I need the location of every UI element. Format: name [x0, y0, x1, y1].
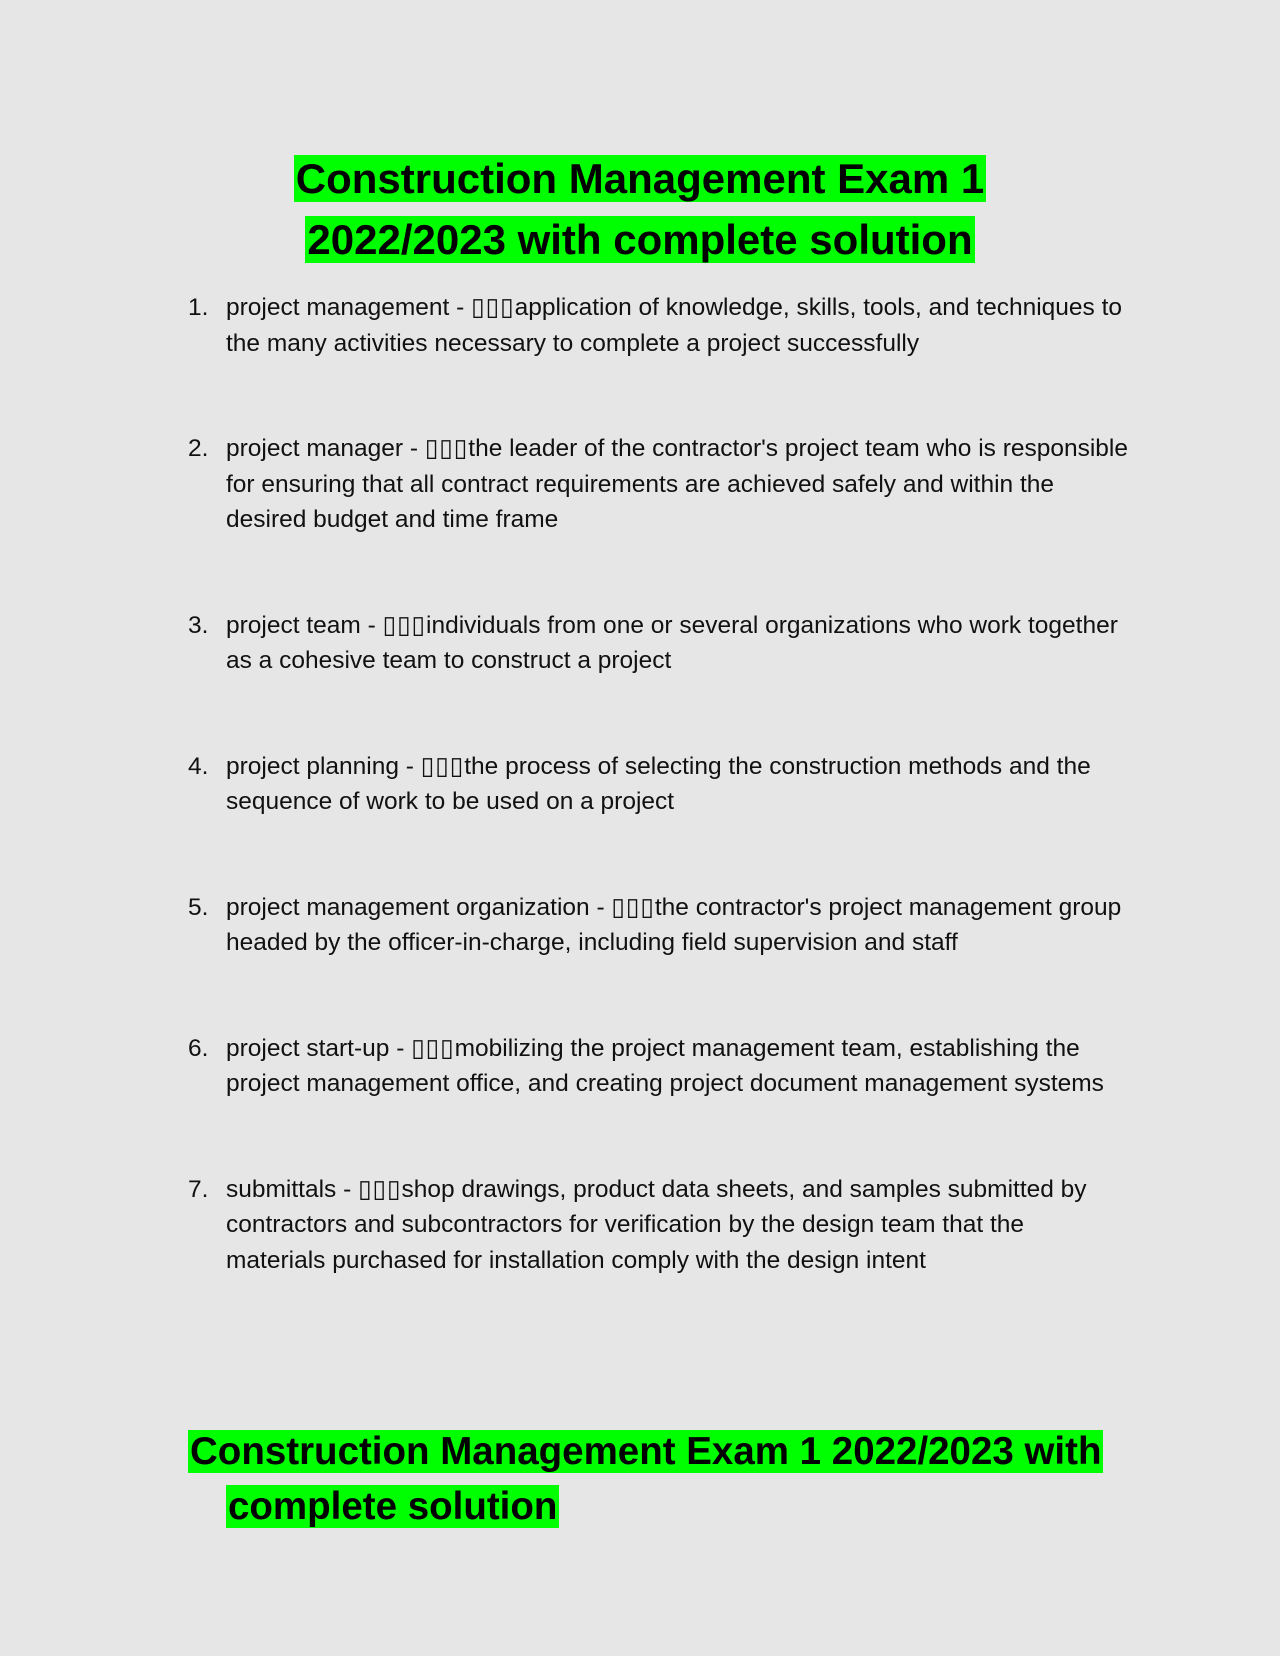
item-separator: - [389, 1034, 412, 1062]
item-term: submittals [226, 1175, 337, 1203]
footer-title [188, 1424, 1128, 1534]
item-separator: - [336, 1175, 359, 1203]
item-term: project management organization [226, 893, 590, 921]
list-item [188, 431, 1128, 538]
footer-title-line-2: complete solution [228, 1485, 558, 1528]
item-term: project planning [226, 752, 399, 780]
missing-glyph-icon: ▯▯▯ [471, 294, 515, 321]
item-definition: shop drawings, product data sheets, and samples submitted by contractors and subcontractors for verification by the design team that the materials purchased for installation comply with the design intent [226, 1175, 1087, 1274]
item-number: 3. [188, 611, 209, 639]
missing-glyph-icon: ▯▯▯ [411, 1034, 455, 1062]
list-item [188, 890, 1128, 961]
item-definition: the leader of the contractor's project team who is responsible for ensuring that all contract requirements are achieved safely and within the desired budget and time frame [226, 435, 1128, 533]
missing-glyph-icon: ▯▯▯ [611, 893, 655, 921]
item-definition: the contractor's project management group headed by the officer-in-charge, including field supervision and staff [226, 893, 1122, 956]
item-separator: - [403, 435, 425, 462]
missing-glyph-icon: ▯▯▯ [424, 435, 469, 462]
list-item [188, 749, 1128, 820]
item-definition: mobilizing the project management team, establishing the project management office, and creating project document management systems [226, 1034, 1104, 1097]
item-separator: - [360, 611, 383, 639]
item-number: 7. [188, 1175, 209, 1203]
item-term: project team [226, 611, 361, 639]
footer-title-line-1: Construction Management Exam 1 2022/2023 with [190, 1430, 1102, 1473]
item-definition: application of knowledge, skills, tools, and techniques to the many activities necessary to complete a project successfully [226, 294, 1123, 357]
title-line-2: 2022/2023 with complete solution [307, 216, 973, 263]
title-line-1: Construction Management Exam 1 [295, 155, 985, 202]
list-item [188, 290, 1128, 361]
item-term: project manager [226, 435, 404, 462]
definition-list [188, 290, 1128, 1278]
list-item [188, 1172, 1128, 1279]
item-number: 1. [188, 294, 209, 321]
missing-glyph-icon: ▯▯▯ [382, 611, 427, 639]
item-separator: - [589, 893, 612, 921]
missing-glyph-icon: ▯▯▯ [358, 1175, 402, 1203]
missing-glyph-icon: ▯▯▯ [420, 752, 465, 780]
item-number: 4. [188, 752, 209, 780]
item-definition: the process of selecting the construction methods and the sequence of work to be used on a project [226, 752, 1091, 815]
item-number: 5. [188, 893, 209, 921]
list-item [188, 1031, 1128, 1102]
item-term: project management [226, 294, 450, 321]
item-number: 6. [188, 1034, 209, 1062]
item-separator: - [398, 752, 421, 780]
list-item [188, 608, 1128, 679]
item-number: 2. [188, 435, 209, 462]
page-title [0, 148, 1280, 270]
item-definition: individuals from one or several organizations who work together as a cohesive team to construct a project [226, 611, 1118, 674]
item-separator: - [449, 294, 472, 321]
item-term: project start-up [226, 1034, 390, 1062]
